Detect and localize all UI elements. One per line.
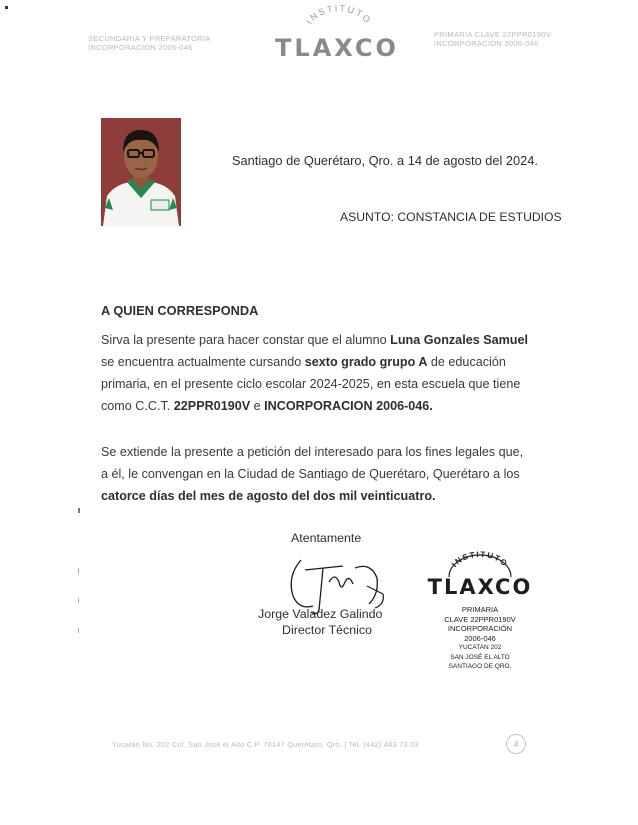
svg-text:INSTITUTO xyxy=(450,550,510,569)
p1-line3: primaria, en el presente ciclo escolar 2024-2025, en esta escuela que tiene xyxy=(101,377,521,391)
p2-line3 xyxy=(101,485,571,507)
paragraph-2 xyxy=(101,441,571,507)
signer-title: Director Técnico xyxy=(282,623,372,637)
header-logo xyxy=(272,4,402,64)
header-left xyxy=(88,34,258,52)
p1-text-c: de educación xyxy=(427,355,506,369)
p2-line1: Se extiende la presente a petición del interesado para los fines legales que, xyxy=(101,445,524,459)
logo-word: TLAXCO xyxy=(275,34,399,62)
scan-dot-4 xyxy=(78,628,79,633)
scan-dot-1 xyxy=(78,508,80,513)
p1-text-b: se encuentra actualmente cursando xyxy=(101,355,305,369)
header-right-line1: PRIMARIA CLAVE 22PPR0190V xyxy=(434,30,551,39)
stamp-line-4: 2006-046 xyxy=(464,633,496,643)
subject-line: ASUNTO: CONSTANCIA DE ESTUDIOS xyxy=(340,210,562,224)
stamp-line-1: PRIMARIA xyxy=(461,605,499,614)
p1-line2 xyxy=(101,351,561,373)
student-name: Luna Gonzales Samuel xyxy=(390,333,528,347)
stamp-line-5: YUCATAN 202 xyxy=(458,644,502,651)
footer-page-badge xyxy=(506,734,526,754)
logo-arc-text: INSTITUTO xyxy=(304,4,374,27)
stamp-line-3: INCORPORACIÓN xyxy=(447,624,513,633)
p1-text-f: e xyxy=(250,399,265,413)
salutation: A QUIEN CORRESPONDA xyxy=(101,303,259,318)
p1-text-e: como C.C.T. xyxy=(101,399,174,413)
stamp-arc-svg xyxy=(425,545,535,579)
header-left-line1: SECUNDARIA Y PREPARATORIA xyxy=(88,34,211,43)
footer-address: Yucatán No. 202 Col. San José el Alto C.P. 76147 Querétaro, Qro. | Tel. (442) 483 73 03 xyxy=(112,740,419,749)
footer-page-number: 4 xyxy=(513,739,519,749)
scan-dot-3 xyxy=(78,598,79,603)
paragraph-1 xyxy=(101,329,561,417)
stamp-line-2: CLAVE 22PPR0190V xyxy=(444,614,516,624)
stamp-arc-text: INSTITUTO xyxy=(449,549,510,569)
header-left-line2: INCORPORACION 2006-046 xyxy=(88,43,193,52)
stamp-lines xyxy=(425,605,535,672)
student-grade: sexto grado grupo A xyxy=(304,355,428,369)
stamp-word: TLAXCO xyxy=(427,575,533,599)
p2-line2: a él, le convengan en la Ciudad de Santiago de Querétaro, Querétaro a los xyxy=(101,467,520,481)
student-photo-svg xyxy=(101,118,181,226)
header-right-line2: INCORPORACION 2006-046 xyxy=(434,39,539,48)
school-stamp xyxy=(425,545,535,685)
scan-mark xyxy=(5,6,8,9)
p1-line1 xyxy=(101,329,561,351)
closing: Atentamente xyxy=(291,531,362,545)
svg-text:INSTITUTO xyxy=(304,4,374,26)
scan-dot-2 xyxy=(78,568,79,574)
p2-date-words: catorce días del mes de agosto del dos mil veinticuatro. xyxy=(101,489,436,503)
header-right xyxy=(434,30,614,48)
cct-code: 22PPR0190V xyxy=(173,399,251,413)
place-date: Santiago de Querétaro, Qro. a 14 de agosto del 2024. xyxy=(232,153,538,168)
signer-name: Jorge Valadez Galindo xyxy=(258,607,383,621)
stamp-line-7: SANTIAGO DE QRO. xyxy=(448,663,512,670)
incorporation-code: INCORPORACION 2006-046. xyxy=(264,399,433,413)
stamp-line-6: SAN JOSÉ EL ALTO xyxy=(450,653,510,661)
student-photo xyxy=(101,118,181,226)
p1-text-a: Sirva la presente para hacer constar que el alumno xyxy=(101,333,391,347)
p1-line4 xyxy=(101,395,561,417)
